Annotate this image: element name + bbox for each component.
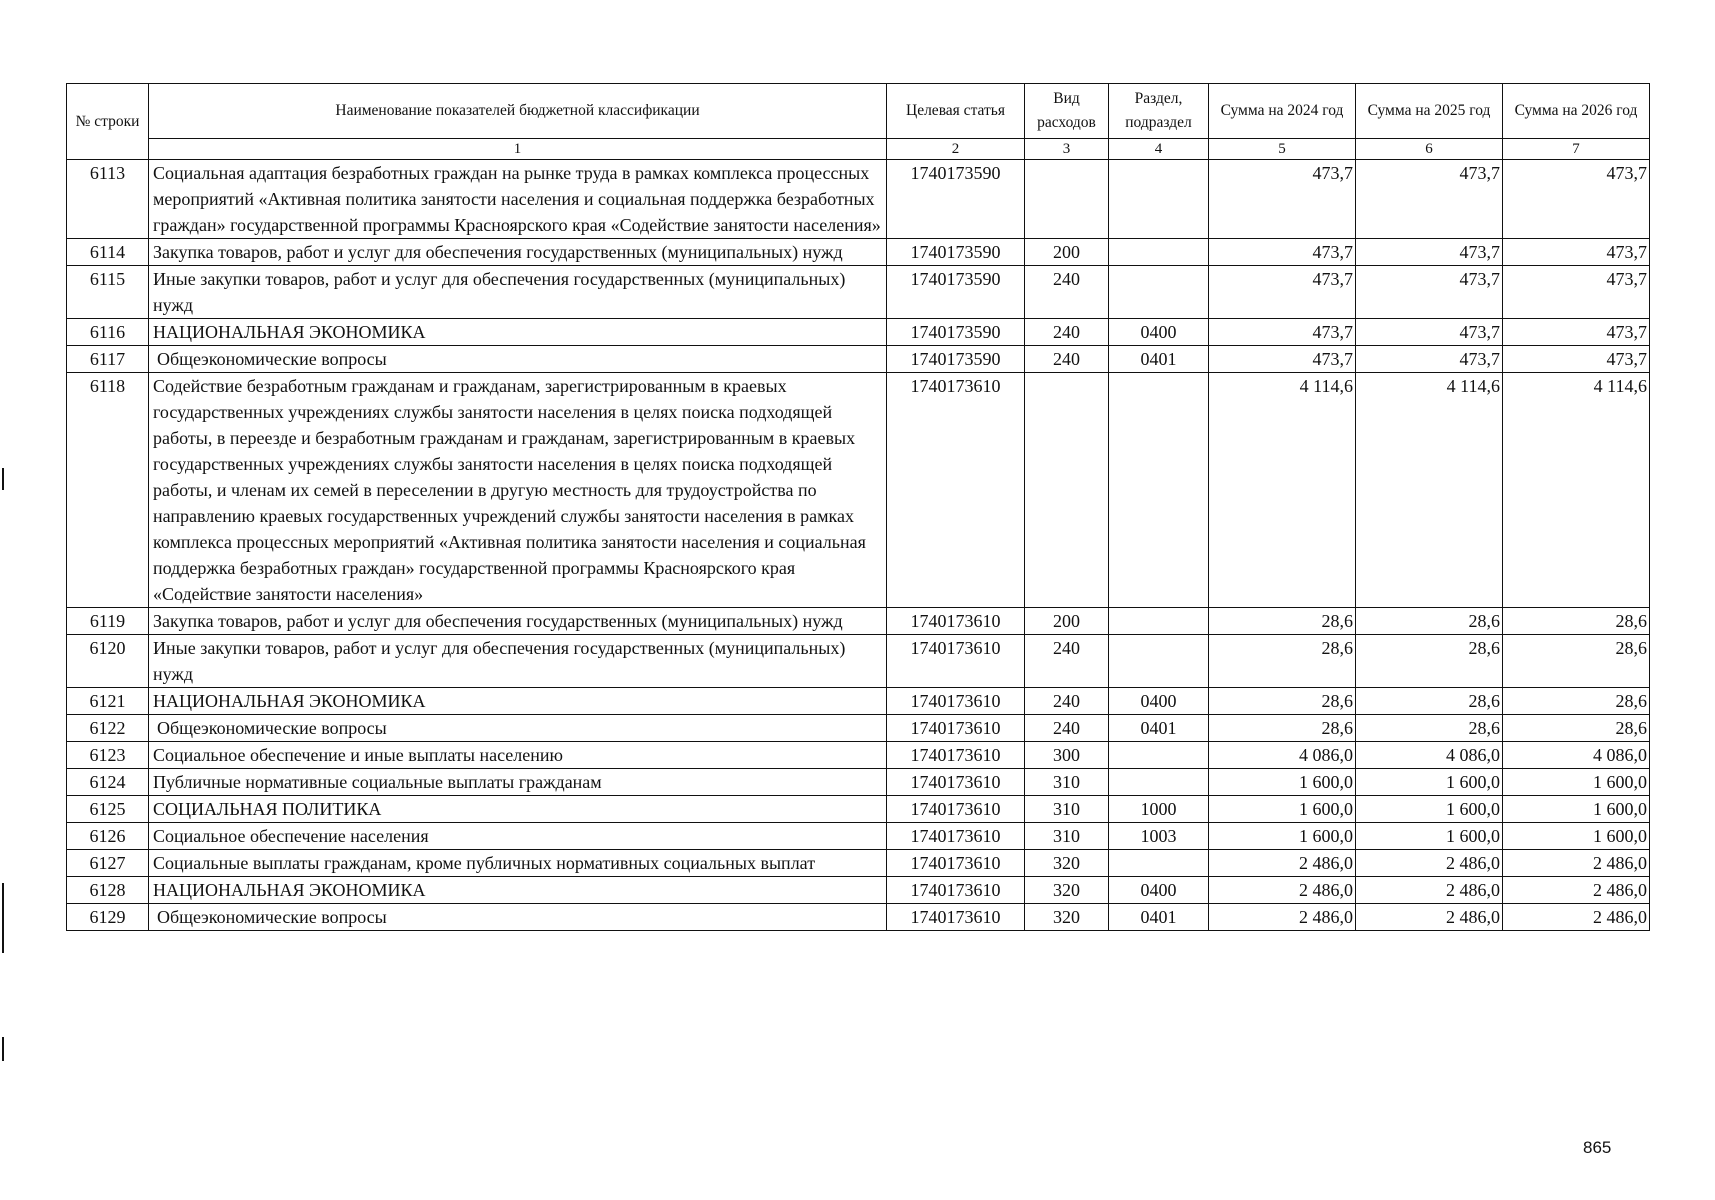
cell-target-article: 1740173610 (887, 850, 1025, 877)
cell-indicator-name: Закупка товаров, работ и услуг для обеспечения государственных (муниципальных) нужд (149, 239, 887, 266)
cell-target-article: 1740173610 (887, 635, 1025, 688)
cell-sum-2024: 2 486,0 (1209, 877, 1356, 904)
cell-sum-2026: 28,6 (1503, 688, 1650, 715)
cell-expense-type: 300 (1025, 742, 1109, 769)
cell-sum-2025: 28,6 (1356, 715, 1503, 742)
cell-indicator-name: Закупка товаров, работ и услуг для обеспечения государственных (муниципальных) нужд (149, 608, 887, 635)
header-section: Раздел, подраздел (1109, 84, 1209, 139)
cell-indicator-name: Публичные нормативные социальные выплаты гражданам (149, 769, 887, 796)
cell-sum-2024: 28,6 (1209, 608, 1356, 635)
table-row (67, 266, 1650, 319)
cell-section (1109, 239, 1209, 266)
cell-sum-2024: 28,6 (1209, 635, 1356, 688)
cell-sum-2026: 28,6 (1503, 635, 1650, 688)
cell-sum-2025: 28,6 (1356, 688, 1503, 715)
cell-row-number: 6123 (67, 742, 149, 769)
cell-section: 0401 (1109, 715, 1209, 742)
cell-sum-2026: 2 486,0 (1503, 877, 1650, 904)
cell-sum-2025: 473,7 (1356, 319, 1503, 346)
cell-target-article: 1740173610 (887, 877, 1025, 904)
cell-row-number: 6129 (67, 904, 149, 931)
cell-sum-2024: 473,7 (1209, 160, 1356, 239)
cell-sum-2025: 1 600,0 (1356, 769, 1503, 796)
cell-section (1109, 635, 1209, 688)
cell-row-number: 6128 (67, 877, 149, 904)
header-sum-2024: Сумма на 2024 год (1209, 84, 1356, 139)
cell-expense-type (1025, 373, 1109, 608)
cell-sum-2026: 1 600,0 (1503, 823, 1650, 850)
header-expense-type: Вид расходов (1025, 84, 1109, 139)
cell-sum-2026: 1 600,0 (1503, 769, 1650, 796)
header-target-article: Целевая статья (887, 84, 1025, 139)
cell-target-article: 1740173610 (887, 823, 1025, 850)
cell-sum-2026: 473,7 (1503, 346, 1650, 373)
table-row (67, 742, 1650, 769)
budget-table (66, 83, 1650, 931)
table-row (67, 239, 1650, 266)
cell-target-article: 1740173610 (887, 715, 1025, 742)
cell-section: 0400 (1109, 877, 1209, 904)
cell-section (1109, 850, 1209, 877)
cell-section (1109, 160, 1209, 239)
cell-sum-2025: 1 600,0 (1356, 823, 1503, 850)
cell-expense-type: 320 (1025, 850, 1109, 877)
cell-sum-2026: 28,6 (1503, 715, 1650, 742)
cell-sum-2024: 473,7 (1209, 319, 1356, 346)
cell-section: 1000 (1109, 796, 1209, 823)
cell-section (1109, 608, 1209, 635)
cell-sum-2024: 2 486,0 (1209, 850, 1356, 877)
cell-indicator-name: Социальное обеспечение и иные выплаты населению (149, 742, 887, 769)
cell-target-article: 1740173610 (887, 608, 1025, 635)
cell-target-article: 1740173590 (887, 239, 1025, 266)
cell-row-number: 6116 (67, 319, 149, 346)
cell-sum-2026: 473,7 (1503, 266, 1650, 319)
table-row (67, 769, 1650, 796)
cell-expense-type: 200 (1025, 239, 1109, 266)
cell-indicator-name: НАЦИОНАЛЬНАЯ ЭКОНОМИКА (149, 688, 887, 715)
cell-indicator-name: Иные закупки товаров, работ и услуг для обеспечения государственных (муниципальных) нужд (149, 266, 887, 319)
cell-indicator-name: НАЦИОНАЛЬНАЯ ЭКОНОМИКА (149, 877, 887, 904)
cell-target-article: 1740173610 (887, 373, 1025, 608)
table-row (67, 688, 1650, 715)
cell-row-number: 6115 (67, 266, 149, 319)
cell-sum-2026: 2 486,0 (1503, 850, 1650, 877)
table-row (67, 346, 1650, 373)
header-sum-2025: Сумма на 2025 год (1356, 84, 1503, 139)
cell-expense-type: 310 (1025, 823, 1109, 850)
table-row (67, 877, 1650, 904)
table-row (67, 904, 1650, 931)
column-number: 1 (149, 139, 887, 160)
cell-sum-2024: 28,6 (1209, 688, 1356, 715)
cell-sum-2024: 2 486,0 (1209, 904, 1356, 931)
cell-sum-2025: 2 486,0 (1356, 904, 1503, 931)
cell-section: 0401 (1109, 904, 1209, 931)
cell-indicator-name: Общеэкономические вопросы (149, 346, 887, 373)
cell-section: 0400 (1109, 319, 1209, 346)
column-number: 6 (1356, 139, 1503, 160)
cell-target-article: 1740173610 (887, 796, 1025, 823)
cell-indicator-name: Общеэкономические вопросы (149, 715, 887, 742)
cell-section (1109, 769, 1209, 796)
cell-sum-2024: 1 600,0 (1209, 769, 1356, 796)
cell-target-article: 1740173610 (887, 769, 1025, 796)
margin-mark-3 (2, 1037, 4, 1061)
cell-expense-type (1025, 160, 1109, 239)
cell-sum-2026: 4 086,0 (1503, 742, 1650, 769)
cell-target-article: 1740173610 (887, 688, 1025, 715)
cell-section: 0400 (1109, 688, 1209, 715)
header-row-number: № строки (67, 84, 149, 160)
cell-sum-2024: 473,7 (1209, 266, 1356, 319)
cell-target-article: 1740173610 (887, 742, 1025, 769)
table-row (67, 850, 1650, 877)
cell-expense-type: 240 (1025, 688, 1109, 715)
cell-target-article: 1740173590 (887, 266, 1025, 319)
header-indicator-name: Наименование показателей бюджетной классификации (149, 84, 887, 139)
cell-sum-2026: 2 486,0 (1503, 904, 1650, 931)
margin-mark-2 (2, 883, 4, 953)
cell-row-number: 6118 (67, 373, 149, 608)
cell-sum-2025: 2 486,0 (1356, 877, 1503, 904)
column-number: 4 (1109, 139, 1209, 160)
cell-sum-2024: 1 600,0 (1209, 796, 1356, 823)
cell-section: 0401 (1109, 346, 1209, 373)
cell-row-number: 6122 (67, 715, 149, 742)
column-number: 5 (1209, 139, 1356, 160)
cell-sum-2024: 473,7 (1209, 239, 1356, 266)
table-row (67, 715, 1650, 742)
cell-sum-2025: 473,7 (1356, 239, 1503, 266)
cell-expense-type: 240 (1025, 346, 1109, 373)
cell-sum-2024: 4 114,6 (1209, 373, 1356, 608)
column-numbers-row (67, 139, 1650, 160)
cell-expense-type: 200 (1025, 608, 1109, 635)
margin-mark-1 (2, 468, 4, 490)
cell-indicator-name: Социальная адаптация безработных граждан на рынке труда в рамках комплекса процессных мероприятий «Активная политика занятости населения и социальная поддержка безработных граждан» государственной программы Красноярского края «Содействие занятости населения» (149, 160, 887, 239)
cell-row-number: 6124 (67, 769, 149, 796)
cell-row-number: 6121 (67, 688, 149, 715)
cell-indicator-name: Содействие безработным гражданам и гражданам, зарегистрированным в краевых государственных учреждениях службы занятости населения в целях поиска подходящей работы, в переезде и безработным гражданам и гражданам, зарегистрированным в краевых государственных учреждениях службы занятости населения в целях поиска подходящей работы, и членам их семей в переселении в другую местность для трудоустройства по направлению краевых государственных учреждений службы занятости населения в рамках комплекса процессных мероприятий «Активная политика занятости населения и социальная поддержка безработных граждан» государственной программы Красноярского края «Содействие занятости населения» (149, 373, 887, 608)
cell-indicator-name: Общеэкономические вопросы (149, 904, 887, 931)
cell-sum-2026: 473,7 (1503, 319, 1650, 346)
column-number: 7 (1503, 139, 1650, 160)
cell-sum-2025: 1 600,0 (1356, 796, 1503, 823)
cell-sum-2025: 473,7 (1356, 346, 1503, 373)
cell-expense-type: 240 (1025, 635, 1109, 688)
table-header (67, 84, 1650, 160)
cell-sum-2024: 4 086,0 (1209, 742, 1356, 769)
cell-sum-2024: 473,7 (1209, 346, 1356, 373)
cell-sum-2025: 473,7 (1356, 160, 1503, 239)
cell-sum-2024: 1 600,0 (1209, 823, 1356, 850)
cell-section (1109, 373, 1209, 608)
cell-sum-2025: 473,7 (1356, 266, 1503, 319)
cell-section (1109, 742, 1209, 769)
cell-indicator-name: СОЦИАЛЬНАЯ ПОЛИТИКА (149, 796, 887, 823)
cell-indicator-name: Иные закупки товаров, работ и услуг для обеспечения государственных (муниципальных) нужд (149, 635, 887, 688)
cell-target-article: 1740173590 (887, 319, 1025, 346)
cell-expense-type: 320 (1025, 877, 1109, 904)
cell-indicator-name: Социальные выплаты гражданам, кроме публичных нормативных социальных выплат (149, 850, 887, 877)
cell-row-number: 6114 (67, 239, 149, 266)
cell-sum-2026: 28,6 (1503, 608, 1650, 635)
cell-expense-type: 310 (1025, 796, 1109, 823)
column-number: 3 (1025, 139, 1109, 160)
cell-row-number: 6119 (67, 608, 149, 635)
table-row (67, 608, 1650, 635)
cell-section (1109, 266, 1209, 319)
cell-sum-2026: 4 114,6 (1503, 373, 1650, 608)
cell-row-number: 6127 (67, 850, 149, 877)
cell-sum-2026: 473,7 (1503, 239, 1650, 266)
header-sum-2026: Сумма на 2026 год (1503, 84, 1650, 139)
cell-row-number: 6125 (67, 796, 149, 823)
table-row (67, 823, 1650, 850)
table-row (67, 373, 1650, 608)
cell-expense-type: 240 (1025, 266, 1109, 319)
cell-sum-2025: 4 086,0 (1356, 742, 1503, 769)
table-row (67, 319, 1650, 346)
cell-sum-2025: 4 114,6 (1356, 373, 1503, 608)
table-row (67, 635, 1650, 688)
cell-row-number: 6113 (67, 160, 149, 239)
cell-sum-2026: 473,7 (1503, 160, 1650, 239)
cell-sum-2024: 28,6 (1209, 715, 1356, 742)
cell-sum-2025: 2 486,0 (1356, 850, 1503, 877)
page-number: 865 (1583, 1138, 1612, 1157)
cell-target-article: 1740173610 (887, 904, 1025, 931)
cell-expense-type: 240 (1025, 319, 1109, 346)
table-row (67, 160, 1650, 239)
cell-expense-type: 310 (1025, 769, 1109, 796)
cell-indicator-name: Социальное обеспечение населения (149, 823, 887, 850)
table-body (67, 160, 1650, 931)
column-number: 2 (887, 139, 1025, 160)
table-row (67, 796, 1650, 823)
cell-sum-2025: 28,6 (1356, 608, 1503, 635)
cell-expense-type: 320 (1025, 904, 1109, 931)
cell-target-article: 1740173590 (887, 160, 1025, 239)
cell-sum-2026: 1 600,0 (1503, 796, 1650, 823)
cell-row-number: 6120 (67, 635, 149, 688)
cell-target-article: 1740173590 (887, 346, 1025, 373)
cell-row-number: 6126 (67, 823, 149, 850)
cell-sum-2025: 28,6 (1356, 635, 1503, 688)
cell-row-number: 6117 (67, 346, 149, 373)
cell-section: 1003 (1109, 823, 1209, 850)
cell-expense-type: 240 (1025, 715, 1109, 742)
cell-indicator-name: НАЦИОНАЛЬНАЯ ЭКОНОМИКА (149, 319, 887, 346)
